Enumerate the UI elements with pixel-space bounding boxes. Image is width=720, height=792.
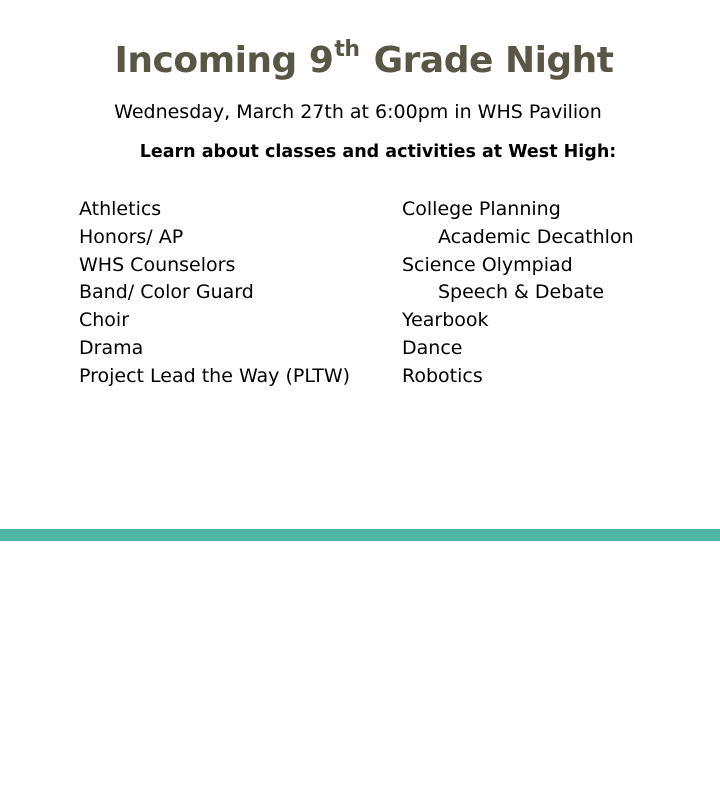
page-title	[0, 37, 720, 81]
title-superscript: th	[334, 37, 360, 62]
title-prefix: Incoming 9	[114, 40, 334, 81]
list-item: Dance	[402, 336, 463, 359]
list-item: WHS Counselors	[79, 253, 236, 276]
list-item: Robotics	[402, 364, 483, 387]
activities-list-right	[402, 196, 634, 391]
list-item: Choir	[79, 309, 130, 332]
list-item: Science Olympiad	[402, 253, 573, 276]
list-item: Drama	[79, 336, 144, 359]
list-item: Speech & Debate	[438, 281, 605, 304]
intro-heading: Learn about classes and activities at West High:	[139, 142, 617, 162]
list-item: College Planning	[402, 198, 561, 220]
list-item: Band/ Color Guard	[79, 281, 254, 304]
list-item: Yearbook	[402, 309, 489, 332]
list-item: Academic Decathlon	[438, 225, 634, 248]
footer-divider-bar	[0, 529, 720, 541]
list-item: Honors/ AP	[79, 225, 184, 248]
title-suffix: Grade Night	[361, 40, 614, 81]
list-item: Project Lead the Way (PLTW)	[79, 364, 351, 387]
list-item: Athletics	[79, 198, 162, 220]
event-details: Wednesday, March 27th at 6:00pm in WHS Pavilion	[114, 101, 602, 123]
activities-list-left	[79, 196, 350, 391]
